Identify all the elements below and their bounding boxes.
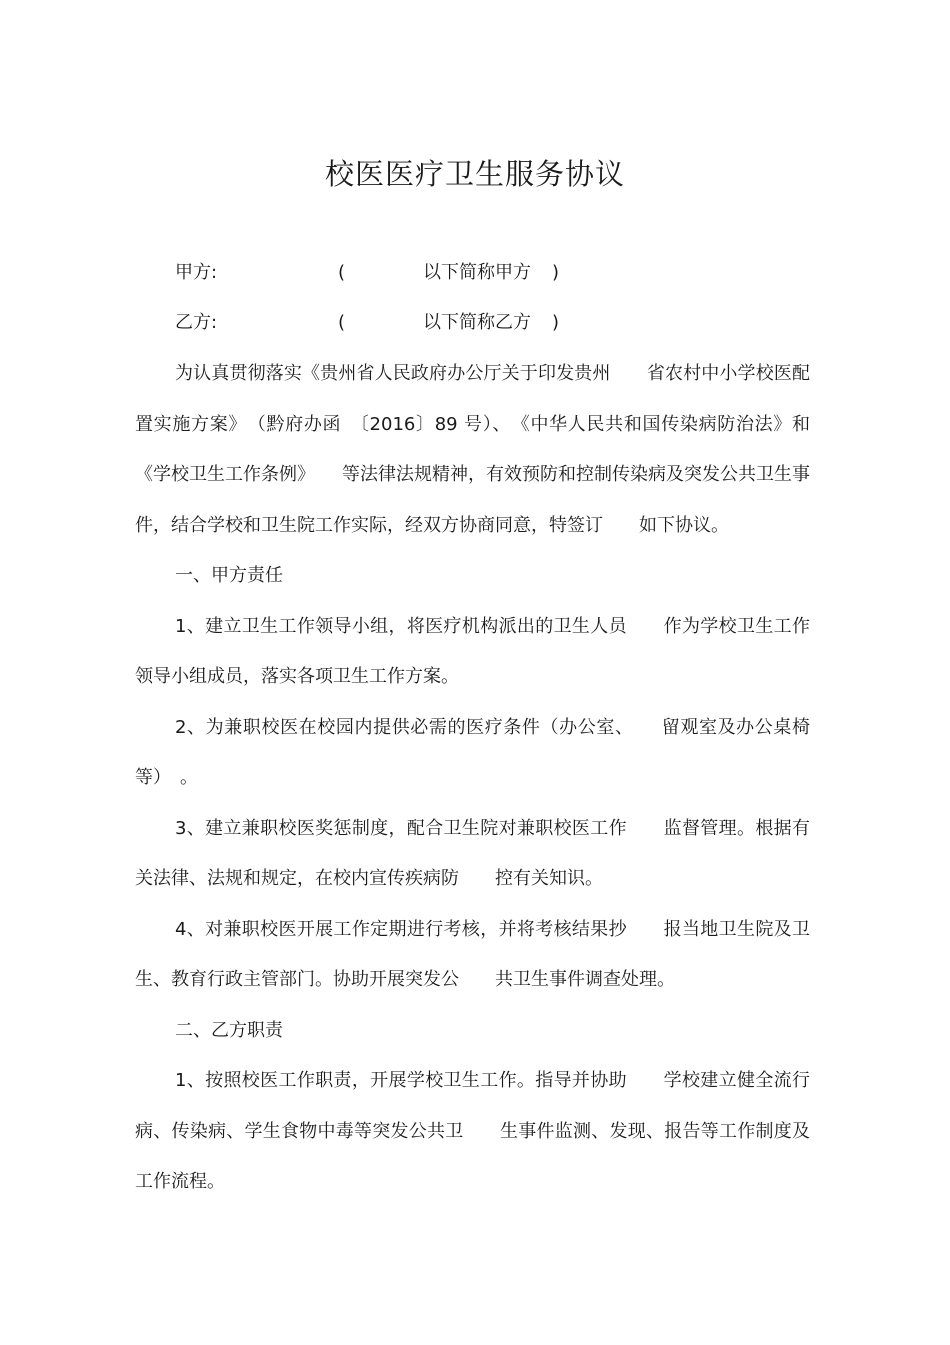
party-a-clause-4: 4、对兼职校医开展工作定期进行考核，并将考核结果抄 报当地卫生院及卫生、教育行政主管部门。协助开展突发公 共卫生事件调查处理。 xyxy=(135,918,810,990)
party-b-paren-close: ) xyxy=(552,312,560,333)
party-b-abbreviation: 以下简称乙方 xyxy=(423,312,531,333)
party-b-line xyxy=(0,308,950,338)
agreement-body xyxy=(135,349,828,1208)
party-a-abbreviation: 以下简称甲方 xyxy=(423,262,531,283)
party-a-clause-2: 2、为兼职校医在校园内提供必需的医疗条件（办公室、 留观室及办公桌椅等） 。 xyxy=(135,716,810,788)
section-heading-party-b: 二、乙方职责 xyxy=(175,1019,283,1041)
preamble-paragraph: 为认真贯彻落实《贵州省人民政府办公厅关于印发贵州 省农村中小学校医配置实施方案》 （黔府办函 〔2016〕89 号）、 《中华人民共和国传染病防治法》和《学校卫生工作条例》 等法律法规精神，有效预防和控制传染病及突发公共卫生事 件，结合学校和卫生院工作实际，经双方协商同意，特签订 如下协议。 xyxy=(135,363,828,536)
party-b-label: 乙方: xyxy=(175,312,218,333)
party-b-paren-open: ( xyxy=(338,312,346,333)
party-a-clause-3: 3、建立兼职校医奖惩制度，配合卫生院对兼职校医工作 监督管理。根据有关法律、法规和规定，在校内宣传疾病防 控有关知识。 xyxy=(135,817,810,889)
party-a-paren-close: ) xyxy=(552,262,560,283)
document-title: 校医医疗卫生服务协议 xyxy=(324,157,625,191)
party-a-label: 甲方: xyxy=(175,262,218,283)
section-heading-party-a: 一、甲方责任 xyxy=(175,565,283,586)
party-b-clause-1: 1、按照校医工作职责，开展学校卫生工作。指导并协助 学校建立健全流行病、传染病、学生食物中毒等突发公共卫 生事件监测、发现、报告等工作制度及工作流程。 xyxy=(135,1070,810,1192)
party-a-paren-open: ( xyxy=(338,262,346,283)
party-a-clause-1: 1、建立卫生工作领导小组，将医疗机构派出的卫生人员 作为学校卫生工作领导小组成员，落实各项卫生工作方案。 xyxy=(135,615,810,687)
party-a-line xyxy=(0,258,950,288)
